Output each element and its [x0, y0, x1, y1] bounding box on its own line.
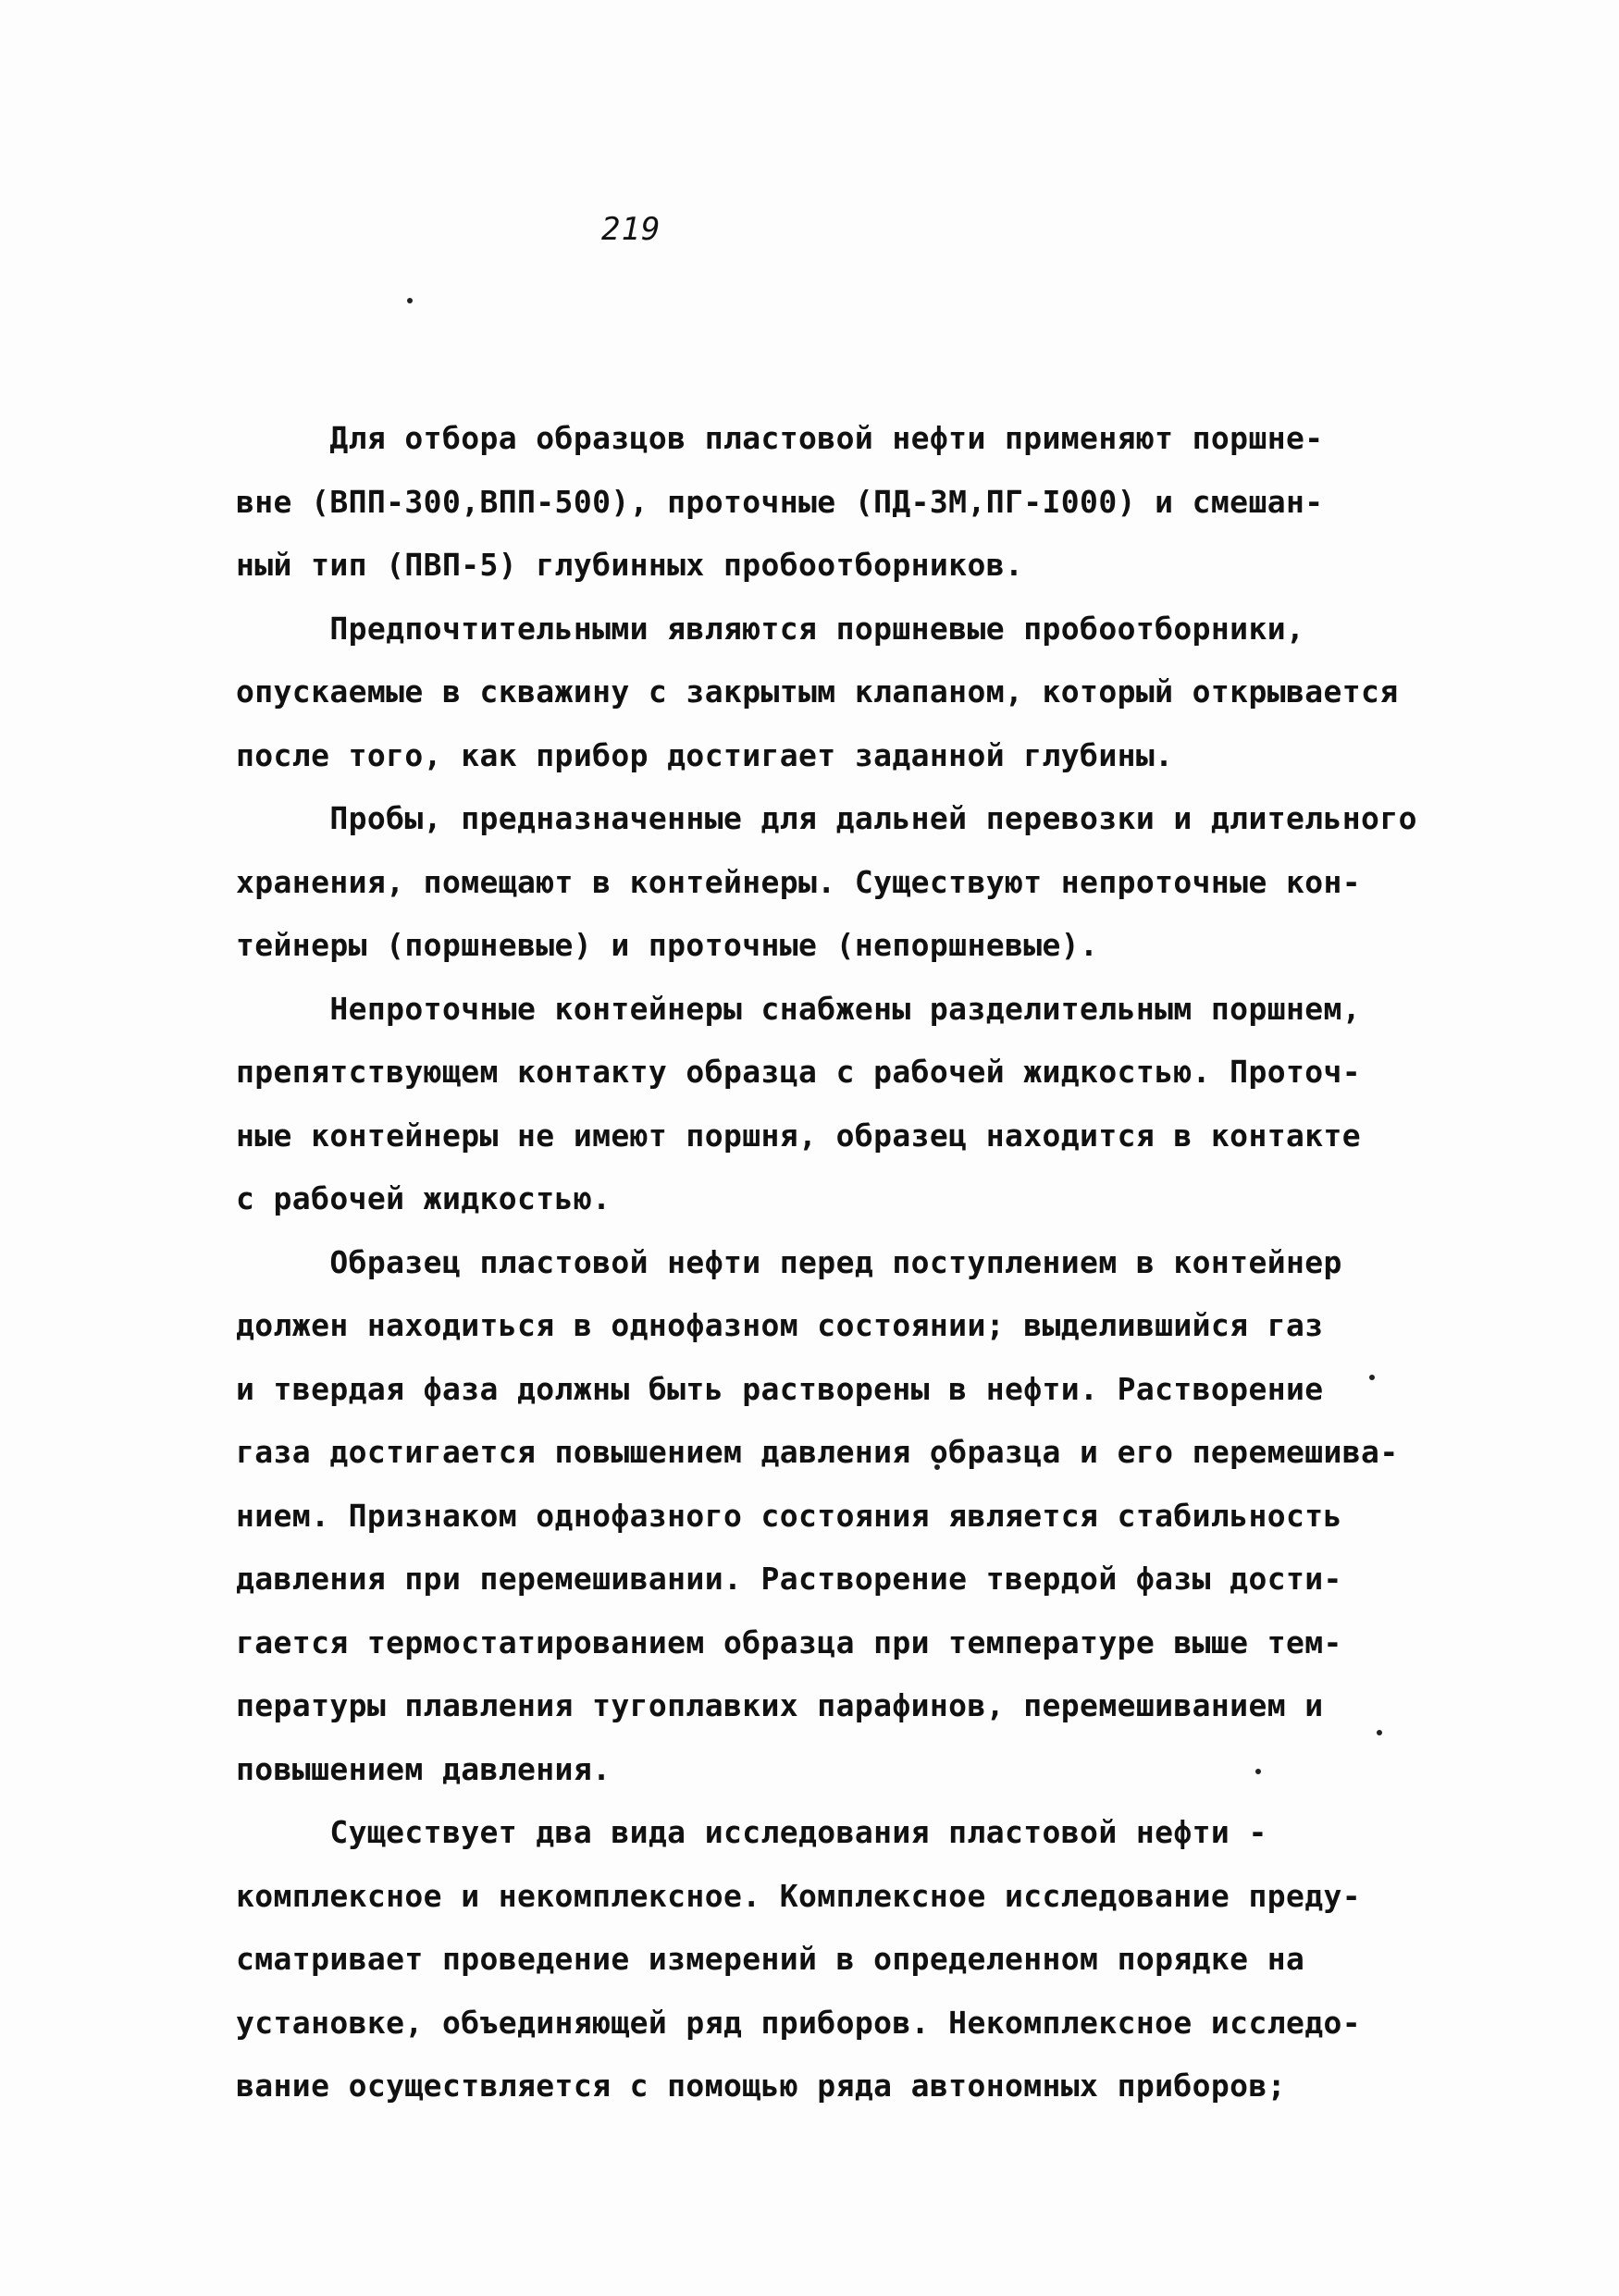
- text-line: сматривает проведение измерений в определенном порядке на: [236, 1941, 1305, 1977]
- text-line: Существует два вида исследования пластовой нефти -: [236, 1814, 1267, 1850]
- text-line: гается термостатированием образца при температуре выше тем-: [236, 1623, 1342, 1660]
- text-line: давления при перемешивании. Растворение твердой фазы дости-: [236, 1561, 1342, 1597]
- text-line: препятствующем контакту образца с рабочей жидкостью. Проточ-: [236, 1054, 1362, 1090]
- text-line: опускаемые в скважину с закрытым клапаном, который открывается: [236, 673, 1399, 710]
- body-text: [236, 407, 1439, 2118]
- text-line: хранения, помещают в контейнеры. Существуют непроточные кон-: [236, 863, 1362, 900]
- text-line: нием. Признаком однофазного состояния является стабильность: [236, 1497, 1342, 1534]
- text-line: вание осуществляется с помощью ряда автономных приборов;: [236, 2068, 1286, 2104]
- text-line: Образец пластовой нефти перед поступлением в контейнер: [236, 1243, 1342, 1280]
- text-line: установке, объединяющей ряд приборов. Некомплексное исследо-: [236, 2004, 1362, 2041]
- paragraph: [236, 1231, 1439, 1802]
- scan-speck: [407, 298, 413, 303]
- text-line: комплексное и некомплексное. Комплексное исследование преду-: [236, 1877, 1362, 1914]
- text-line: газа достигается повышением давления образца и его перемешива-: [236, 1434, 1399, 1470]
- text-line: должен находиться в однофазном состоянии; выделившийся газ: [236, 1307, 1324, 1343]
- text-line: ные контейнеры не имеют поршня, образец находится в контакте: [236, 1117, 1362, 1154]
- text-line: повышением давления.: [236, 1750, 612, 1787]
- paragraph: [236, 1801, 1439, 2118]
- paragraph: [236, 978, 1439, 1231]
- text-line: вне (ВПП-300,ВПП-500), проточные (ПД-ЗМ,ПГ-I000) и смешан-: [236, 483, 1324, 520]
- paragraph: [236, 407, 1439, 598]
- text-line: Пробы, предназначенные для дальней перевозки и длительного: [236, 800, 1417, 836]
- paragraph: [236, 598, 1439, 788]
- text-line: после того, как прибор достигает заданной глубины.: [236, 736, 1174, 773]
- text-line: тейнеры (поршневые) и проточные (непоршневые).: [236, 927, 1099, 963]
- page-number: 219: [601, 211, 661, 248]
- paragraph: [236, 787, 1439, 978]
- text-line: Предпочтительными являются поршневые пробоотборники,: [236, 610, 1305, 647]
- text-line: Для отбора образцов пластовой нефти применяют поршне-: [236, 420, 1324, 456]
- text-line: с рабочей жидкостью.: [236, 1180, 612, 1216]
- text-line: Непроточные контейнеры снабжены разделительным поршнем,: [236, 990, 1362, 1027]
- text-line: и твердая фаза должны быть растворены в нефти. Растворение: [236, 1370, 1324, 1407]
- text-line: пературы плавления тугоплавких парафинов, перемешиванием и: [236, 1687, 1324, 1723]
- text-line: ный тип (ПВП-5) глубинных пробоотборников.: [236, 547, 1024, 583]
